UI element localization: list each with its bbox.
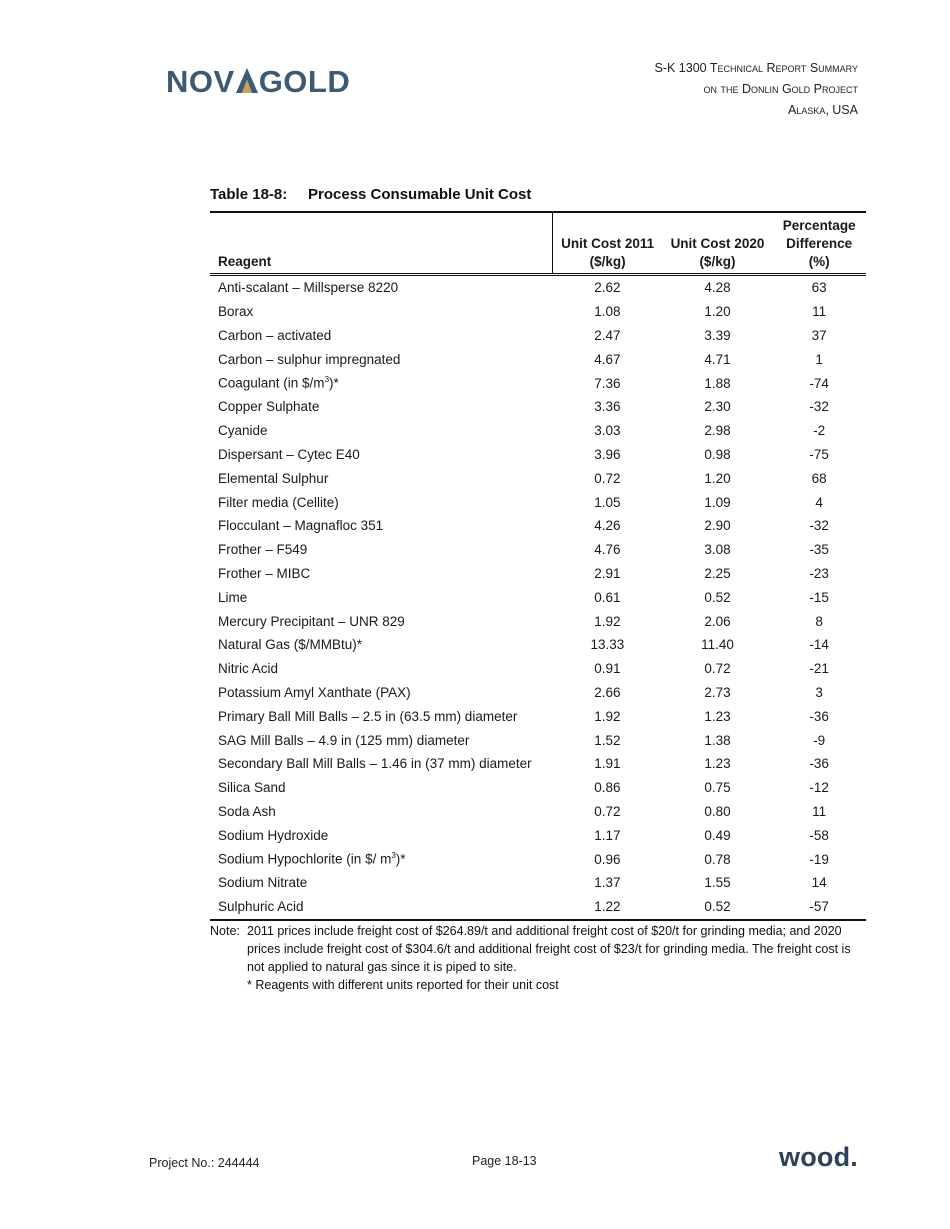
note-text: 2011 prices include freight cost of $264.89/t and additional freight cost of $20/t for grinding media; and 2020 prices include freight cost of $304.6/t and additional freight cost of $23/t for grinding media. The freight cost is not applied to natural gas since it is piped to site. bbox=[247, 924, 851, 974]
cell-cost-2020: 0.98 bbox=[704, 446, 731, 462]
cell-cost-2020: 0.72 bbox=[704, 661, 731, 677]
note-asterisk: * Reagents with different units reported for their unit cost bbox=[247, 978, 559, 992]
cell-percent-difference: 63 bbox=[811, 280, 827, 296]
cell-cost-2020: 3.08 bbox=[704, 542, 731, 558]
cell-reagent: Filter media (Cellite) bbox=[218, 494, 339, 510]
cell-percent-difference: -35 bbox=[809, 542, 829, 558]
cell-cost-2020: 2.90 bbox=[704, 518, 731, 534]
table-row bbox=[210, 823, 866, 847]
cell-cost-2020: 2.73 bbox=[704, 684, 731, 700]
cell-percent-difference: 4 bbox=[815, 494, 823, 510]
cell-reagent: Copper Sulphate bbox=[218, 399, 320, 415]
cell-cost-2020: 2.98 bbox=[704, 423, 731, 439]
table-row bbox=[210, 324, 866, 348]
table-row bbox=[210, 585, 866, 609]
cell-cost-2020: 0.78 bbox=[704, 851, 731, 867]
table-row bbox=[210, 419, 866, 443]
cell-percent-difference: -9 bbox=[813, 732, 826, 748]
cell-cost-2020: 1.09 bbox=[704, 494, 731, 510]
cell-percent-difference: -32 bbox=[809, 399, 829, 415]
table-row bbox=[210, 466, 866, 490]
cell-cost-2011: 0.72 bbox=[594, 803, 621, 819]
table-row bbox=[210, 704, 866, 728]
cell-reagent: Primary Ball Mill Balls – 2.5 in (63.5 mm) diameter bbox=[218, 708, 518, 724]
cell-reagent: Carbon – sulphur impregnated bbox=[218, 351, 401, 367]
col-reagent: Reagent bbox=[218, 254, 272, 269]
cell-percent-difference: -2 bbox=[813, 423, 826, 439]
novagold-logo bbox=[166, 64, 350, 100]
table-row bbox=[210, 371, 866, 395]
cell-reagent: Mercury Precipitant – UNR 829 bbox=[218, 613, 405, 629]
cell-cost-2020: 11.40 bbox=[701, 637, 734, 653]
cell-percent-difference: -36 bbox=[809, 708, 829, 724]
table-row bbox=[210, 275, 866, 300]
cell-cost-2011: 0.72 bbox=[594, 470, 621, 486]
cell-reagent: Nitric Acid bbox=[218, 661, 279, 677]
cell-percent-difference: -19 bbox=[809, 851, 829, 867]
report-title-line1: S-K 1300 Technical Report Summary bbox=[654, 61, 858, 75]
cell-cost-2011: 2.62 bbox=[594, 280, 621, 296]
table-row bbox=[210, 871, 866, 895]
cell-cost-2020: 1.38 bbox=[704, 732, 731, 748]
cell-cost-2011: 2.91 bbox=[594, 565, 621, 581]
cell-cost-2020: 1.88 bbox=[704, 375, 731, 391]
cell-cost-2020: 1.23 bbox=[704, 708, 731, 724]
col-cost-2011: Unit Cost 2011 ($/kg) bbox=[552, 212, 662, 275]
table-row bbox=[210, 657, 866, 681]
cell-reagent: Natural Gas ($/MMBtu)* bbox=[218, 637, 363, 653]
cell-percent-difference: 68 bbox=[811, 470, 827, 486]
cell-reagent: Secondary Ball Mill Balls – 1.46 in (37 mm) diameter bbox=[218, 756, 532, 772]
cell-cost-2011: 0.61 bbox=[594, 589, 621, 605]
cell-reagent: Coagulant (in $\$/m^3)*$ bbox=[218, 375, 339, 391]
cell-cost-2020: 3.39 bbox=[704, 327, 731, 343]
cell-reagent: Sodium Hydroxide bbox=[218, 827, 329, 843]
cell-cost-2020: 0.52 bbox=[704, 899, 731, 915]
table-row bbox=[210, 609, 866, 633]
cell-cost-2011: 1.08 bbox=[594, 304, 621, 320]
cell-cost-2011: 4.26 bbox=[594, 518, 621, 534]
report-title-line3: Alaska, USA bbox=[787, 103, 858, 117]
cell-cost-2020: 0.75 bbox=[704, 780, 731, 796]
col-cost-2020: Unit Cost 2020 ($/kg) bbox=[670, 236, 765, 269]
table-notes bbox=[210, 922, 860, 994]
cell-reagent: Frother – MIBC bbox=[218, 565, 311, 581]
table-row bbox=[210, 490, 866, 514]
cell-percent-difference: -14 bbox=[809, 637, 829, 653]
table-body bbox=[210, 275, 866, 920]
cell-cost-2011: 1.37 bbox=[594, 875, 621, 891]
cell-cost-2011: 1.52 bbox=[594, 732, 621, 748]
cell-cost-2020: 1.23 bbox=[704, 756, 731, 772]
cell-cost-2011: 0.91 bbox=[594, 661, 621, 677]
table-row bbox=[210, 538, 866, 562]
cell-cost-2020: 2.06 bbox=[704, 613, 731, 629]
cell-cost-2011: 0.96 bbox=[594, 851, 621, 867]
cell-cost-2011: 2.47 bbox=[594, 327, 621, 343]
cell-percent-difference: 3 bbox=[815, 684, 823, 700]
cell-percent-difference: 37 bbox=[811, 327, 827, 343]
cell-cost-2011: 3.96 bbox=[594, 446, 621, 462]
table-row bbox=[210, 847, 866, 871]
table-header-row bbox=[210, 212, 866, 275]
cell-reagent: SAG Mill Balls – 4.9 in (125 mm) diameter bbox=[218, 732, 470, 748]
cell-percent-difference: 11 bbox=[812, 304, 827, 320]
cell-reagent: Silica Sand bbox=[218, 780, 286, 796]
cell-percent-difference: -23 bbox=[809, 565, 829, 581]
cell-cost-2011: 3.36 bbox=[594, 399, 621, 415]
consumable-cost-table bbox=[210, 211, 866, 921]
table-row bbox=[210, 395, 866, 419]
cell-percent-difference: -57 bbox=[809, 899, 829, 915]
cell-reagent: Carbon – activated bbox=[218, 327, 332, 343]
table-row bbox=[210, 347, 866, 371]
cell-percent-difference: -32 bbox=[809, 518, 829, 534]
table-row bbox=[210, 776, 866, 800]
logo-suffix: GOLD bbox=[258, 64, 351, 99]
cell-reagent: Soda Ash bbox=[218, 803, 276, 819]
cell-reagent: Sodium Nitrate bbox=[218, 875, 308, 891]
table-row bbox=[210, 800, 866, 824]
cell-reagent: Borax bbox=[218, 304, 254, 320]
cell-cost-2020: 1.20 bbox=[704, 470, 731, 486]
cell-cost-2011: 3.03 bbox=[594, 423, 621, 439]
cell-percent-difference: -15 bbox=[809, 589, 829, 605]
cell-reagent: Anti-scalant – Millsperse 8220 bbox=[218, 280, 399, 296]
cell-reagent: Sulphuric Acid bbox=[218, 899, 304, 915]
cell-cost-2011: 13.33 bbox=[590, 637, 625, 653]
cell-percent-difference: 14 bbox=[811, 875, 827, 891]
cell-percent-difference: -21 bbox=[809, 661, 829, 677]
cell-cost-2011: 1.91 bbox=[594, 756, 621, 772]
page-number: Page 18-13 bbox=[472, 1154, 537, 1168]
table-row bbox=[210, 895, 866, 920]
cell-cost-2020: 2.25 bbox=[704, 565, 731, 581]
cell-cost-2011: 1.22 bbox=[594, 899, 621, 915]
table-row bbox=[210, 633, 866, 657]
cell-percent-difference: 11 bbox=[812, 803, 827, 819]
cell-cost-2020: 4.28 bbox=[704, 280, 731, 296]
logo-a-mark bbox=[236, 68, 258, 93]
project-number: Project No.: 244444 bbox=[149, 1156, 260, 1170]
wood-logo: wood. bbox=[779, 1142, 858, 1172]
cell-cost-2020: 1.55 bbox=[704, 875, 731, 891]
cell-reagent: Elemental Sulphur bbox=[218, 470, 329, 486]
report-header bbox=[655, 58, 859, 121]
cell-reagent: Lime bbox=[218, 589, 248, 605]
table-row bbox=[210, 514, 866, 538]
cell-reagent: Dispersant – Cytec E40 bbox=[218, 446, 360, 462]
table-title: Process Consumable Unit Cost bbox=[308, 186, 532, 203]
report-title-line2: on the Donlin Gold Project bbox=[703, 82, 858, 96]
cell-percent-difference: -75 bbox=[809, 446, 829, 462]
cell-cost-2020: 4.71 bbox=[704, 351, 731, 367]
cell-percent-difference: -74 bbox=[809, 375, 829, 391]
table-caption bbox=[210, 186, 531, 203]
cell-percent-difference: -58 bbox=[809, 827, 829, 843]
cell-percent-difference: -36 bbox=[809, 756, 829, 772]
table-number: Table 18-8: bbox=[210, 186, 288, 203]
table-row bbox=[210, 562, 866, 586]
table-row bbox=[210, 752, 866, 776]
cell-percent-difference: 1 bbox=[815, 351, 823, 367]
cell-cost-2020: 0.49 bbox=[704, 827, 731, 843]
cell-cost-2020: 2.30 bbox=[704, 399, 731, 415]
table-row bbox=[210, 728, 866, 752]
cell-reagent: Potassium Amyl Xanthate (PAX) bbox=[218, 684, 411, 700]
cell-reagent: Sodium Hypochlorite (in $/ $m^3)*$ bbox=[218, 851, 406, 867]
cell-percent-difference: -12 bbox=[809, 780, 829, 796]
cell-cost-2011: 1.92 bbox=[594, 708, 621, 724]
cell-reagent: Frother – F549 bbox=[218, 542, 308, 558]
cell-cost-2020: 0.80 bbox=[704, 803, 731, 819]
table-row bbox=[210, 681, 866, 705]
cell-cost-2011: 0.86 bbox=[594, 780, 621, 796]
cell-cost-2011: 4.67 bbox=[594, 351, 621, 367]
table-row bbox=[210, 300, 866, 324]
cell-cost-2020: 0.52 bbox=[704, 589, 731, 605]
cell-reagent: Cyanide bbox=[218, 423, 268, 439]
cell-cost-2011: 4.76 bbox=[594, 542, 621, 558]
cell-cost-2011: 1.17 bbox=[594, 827, 621, 843]
logo-prefix: NOV bbox=[166, 64, 235, 99]
cell-reagent: Flocculant – Magnafloc 351 bbox=[218, 518, 384, 534]
cell-cost-2011: 1.92 bbox=[594, 613, 621, 629]
col-percent-difference: Percentage Difference (%) bbox=[782, 218, 856, 269]
cell-cost-2011: 2.66 bbox=[594, 684, 621, 700]
cell-cost-2011: 1.05 bbox=[594, 494, 621, 510]
cell-cost-2020: 1.20 bbox=[704, 304, 731, 320]
note-label: Note: bbox=[210, 924, 240, 938]
cell-percent-difference: 8 bbox=[815, 613, 823, 629]
cell-cost-2011: 7.36 bbox=[594, 375, 621, 391]
table-row bbox=[210, 443, 866, 467]
